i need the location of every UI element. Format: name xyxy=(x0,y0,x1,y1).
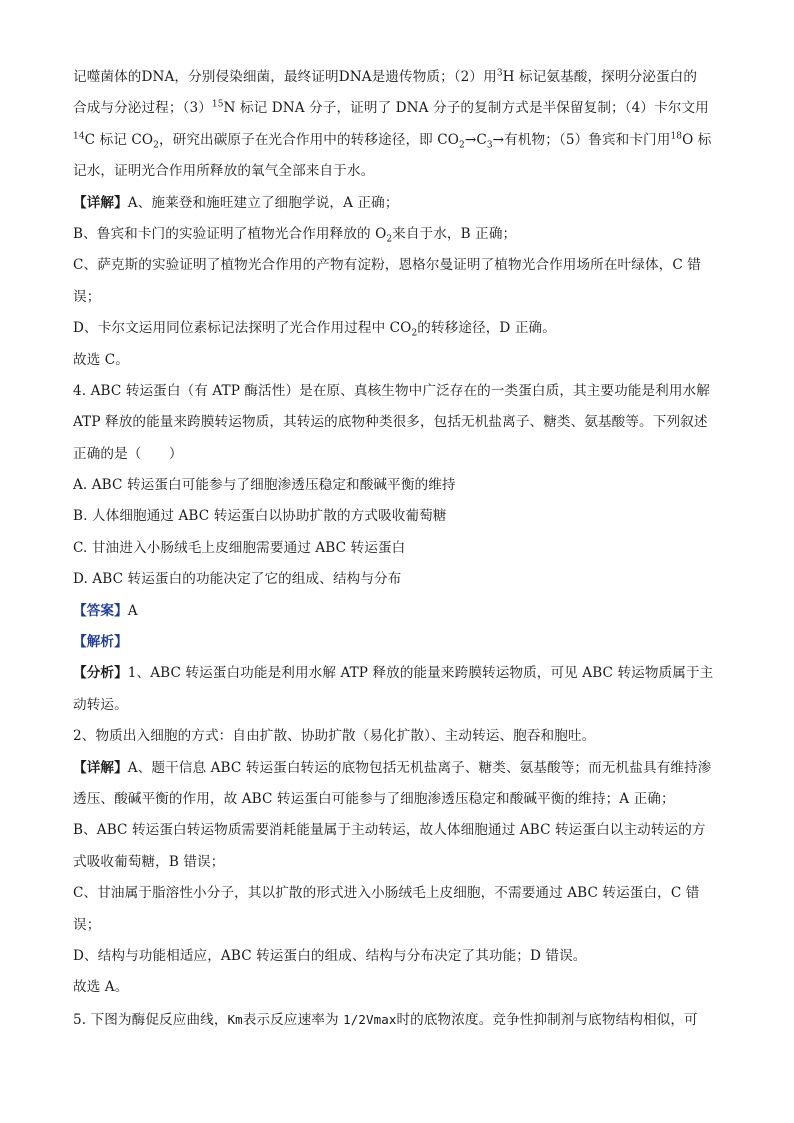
detail-line: 误； xyxy=(73,288,101,305)
answer-value: A xyxy=(127,602,138,619)
detail-line: C、甘油属于脂溶性小分子，其以扩散的形式进入小肠绒毛上皮细胞，不需要通过 ABC 转运蛋白，C 错 xyxy=(73,885,700,902)
text-line: 记水，证明光合作用所释放的氧气全部来自于水。 xyxy=(73,163,375,180)
analysis-text: 【分析】1、ABC 转运蛋白功能是利用水解 ATP 释放的能量来跨膜转运物质，可见 ABC 转运物质属于主 xyxy=(73,665,714,682)
document-page xyxy=(73,62,721,1035)
text-line: 记噬菌体的DNA，分别侵染细菌，最终证明DNA是遗传物质；（2）用$^3$H 标记氨基酸，探明分泌蛋白的 xyxy=(73,68,698,85)
detail-tag: 【详解】 xyxy=(73,759,128,776)
detail-line: B、ABC 转运蛋白转运物质需要消耗能量属于主动转运，故人体细胞通过 ABC 转运蛋白以主动转运的方 xyxy=(73,822,706,839)
analysis-line xyxy=(73,627,721,658)
text-line: 合成与分泌过程；$(3)^{15}N$ 标记 DNA 分子，证明了 DNA 分子的复制方式是半保留复制；（4）卡尔文用 xyxy=(73,99,709,117)
detail-line: 误； xyxy=(73,916,101,933)
answer-tag: 【答案】 xyxy=(73,602,128,619)
question-4-stem: ATP 释放的能量来跨膜转运物质，其转运的底物种类很多，包括无机盐离子、糖类、氨基酸等。下列叙述 xyxy=(73,414,708,431)
question-5-stem: 5. 下图为酶促反应曲线，Km表示反应速率为 1/2Vmax时的底物浓度。竞争性抑制剂与底物结构相似，可 xyxy=(73,1011,698,1028)
detail-tag: 【详解】 xyxy=(73,194,128,211)
question-4-stem: 4. ABC 转运蛋白（有 ATP 酶活性）是在原、真核生物中广泛存在的一类蛋白质，其主要功能是利用水解 xyxy=(73,382,710,399)
analysis-text: 动转运。 xyxy=(73,696,128,713)
analysis-text: 2、物质出入细胞的方式：自由扩散、协助扩散（易化扩散）、主动转运、胞吞和胞吐。 xyxy=(73,728,596,745)
detail-line: C、萨克斯的实验证明了植物光合作用的产物有淀粉，恩格尔曼证明了植物光合作用场所在叶绿体，C 错 xyxy=(73,257,701,274)
detail-line: B、鲁宾和卡门的实验证明了植物光合作用释放的 $O_2$来自于水，B 正确； xyxy=(73,225,517,245)
detail-line: D、结构与功能相适应，ABC 转运蛋白的组成、结构与分布决定了其功能；D 错误。 xyxy=(73,947,587,964)
fenxi-tag: 【分析】 xyxy=(73,665,128,682)
detail-line: D、卡尔文运用同位素标记法探明了光合作用过程中 $CO_2$的转移途径，D 正确。 xyxy=(73,320,556,339)
conclusion-line: 故选 C。 xyxy=(73,351,130,368)
detail-line: 【详解】A、施莱登和施旺建立了细胞学说，A 正确； xyxy=(73,194,399,211)
question-4-stem: 正确的是（ ） xyxy=(73,445,183,462)
option-b: B. 人体细胞通过 ABC 转运蛋白以协助扩散的方式吸收葡萄糖 xyxy=(73,508,447,525)
conclusion-line: 故选 A。 xyxy=(73,979,129,996)
detail-line: 【详解】A、题干信息 ABC 转运蛋白转运的底物包括无机盐离子、糖类、氨基酸等；而无机盐具有维持渗 xyxy=(73,759,712,776)
answer-line xyxy=(73,596,721,627)
option-c: C. 甘油进入小肠绒毛上皮细胞需要通过 ABC 转运蛋白 xyxy=(73,539,406,556)
option-a: A. ABC 转运蛋白可能参与了细胞渗透压稳定和酸碱平衡的维持 xyxy=(73,477,456,494)
option-d: D. ABC 转运蛋白的功能决定了它的组成、结构与分布 xyxy=(73,571,402,588)
text-line: $^{14}$C 标记 $CO_2$，研究出碳原子在光合作用中的转移途径，即 $CO_2\to C_3\to$有机物；（5）鲁宾和卡门用$^{18}$O 标 xyxy=(73,131,712,151)
analysis-tag: 【解析】 xyxy=(73,634,128,651)
detail-line: 式吸收葡萄糖，B 错误； xyxy=(73,853,225,870)
detail-line: 透压、酸碱平衡的作用，故 ABC 转运蛋白可能参与了细胞渗透压稳定和酸碱平衡的维持；A 正确； xyxy=(73,790,675,807)
